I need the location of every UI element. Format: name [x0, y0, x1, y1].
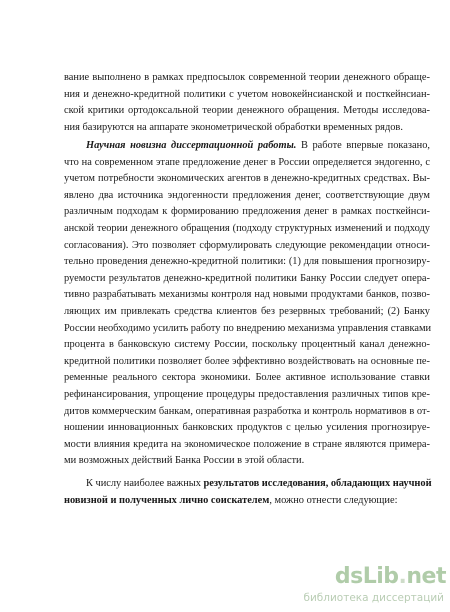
paragraph-results [64, 476, 430, 509]
paragraph-intro-continuation [64, 70, 430, 136]
text-line: рефинансирования, упрощение процедуры предоставления различных типов кре- [64, 388, 430, 400]
text-line: тельно проведения денежно-кредитной политики: (1) для повышения прогнозиру- [64, 256, 430, 268]
text-line: вание выполнено в рамках предпосылок современной теории денежного обраще- [64, 72, 430, 83]
text-fragment: В работе впервые показано, [296, 140, 430, 151]
dslib-subtitle: библиотека диссертаций [303, 592, 444, 604]
text-line: ми возможных действий Банка России в этой области. [64, 455, 305, 467]
dslib-logo: dsLib.net [334, 564, 446, 589]
novelty-heading: Научная новизна диссертационной работы. [86, 140, 297, 151]
text-line: ния базируются на аппарате эконометрической обработки временных рядов. [64, 121, 403, 133]
text-line: руемости результатов денежно-кредитной политики Банку России следует опера- [64, 272, 430, 284]
text-line: ляющих им привлекать средства клиентов без резервных требований; (2) Банку [64, 305, 430, 317]
results-heading-part2: новизной и полученных лично соискателем [64, 494, 270, 506]
text-line: ской критики ортодоксальной теории денежного обращения. Методы исследова- [64, 105, 430, 117]
text-line [64, 493, 430, 510]
text-line: ношении инновационных банковских продуктов с целью усиления прогнозируе- [64, 422, 430, 434]
results-heading-part1: результатов исследования, обладающих научной [203, 478, 432, 489]
text-line: ния и денежно-кредитной политики с учетом новокейнсианской и посткейнсиан- [64, 88, 430, 100]
text-line: мости влияния кредита на экономическое положение в стране являются примера- [64, 438, 430, 450]
text-line: что на современном этапе предложение денег в России определяется эндогенно, с [64, 156, 430, 168]
paragraph-scientific-novelty [64, 138, 430, 470]
text-line: дитов коммерческим банкам, оперативная разработка и контроль нормативов в от- [64, 405, 430, 417]
text-line: явлено два источника эндогенности предложения денег, соответствующие двум [64, 189, 430, 201]
dslib-watermark [303, 564, 446, 608]
text-line: ременные реального сектора экономики. Более активное использование ставки [64, 372, 430, 384]
text-line [64, 138, 430, 155]
text-line: тивно разрабатывать механизмы контроля над новыми продуктами банков, позво- [64, 289, 430, 301]
text-line [64, 476, 430, 493]
text-line: кредитной политики позволяет более эффективно воздействовать на основные пе- [64, 355, 430, 367]
text-line: учетом потребности экономических агентов в денежно-кредитных средствах. Вы- [64, 173, 430, 185]
text-line: России необходимо усилить работу по внедрению механизма управления ставками [64, 322, 432, 334]
text-line: согласования). Это позволяет сформулировать следующие рекомендации относи- [64, 239, 430, 251]
text-line: анской теории денежного обращения (подходу структурных изменений и подходу [64, 222, 430, 234]
text-line: процента в банковскую систему России, поскольку процентный канал денежно- [64, 339, 430, 351]
text-fragment: К числу наиболее важных [86, 478, 204, 489]
text-fragment: , можно отнести следующие: [269, 494, 398, 506]
text-line: различным подходам к формированию предложения денег в рамках посткейнси- [64, 206, 430, 218]
